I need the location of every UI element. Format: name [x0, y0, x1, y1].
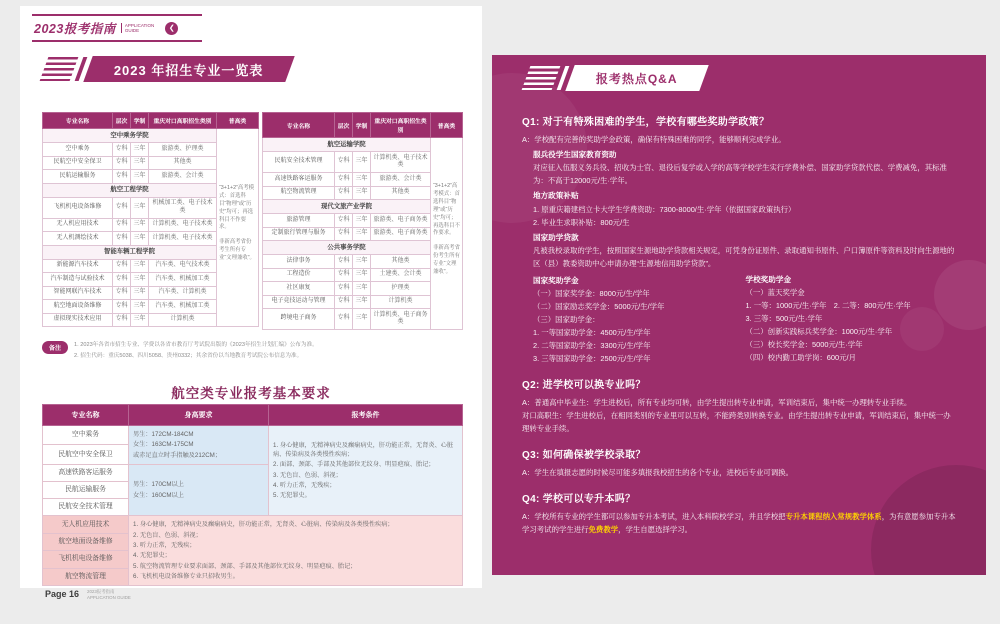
- college-section-row: 空中乘务学院 “3+1+2”高考模式：首选科目“物理”或“历史”均可；再选科目不作要求。 非新高考省份考生所有专业“文理兼收”。: [43, 129, 259, 143]
- body-line: 3. 三等：500元/生·学年: [745, 314, 823, 324]
- gaokao-mode-note: “3+1+2”高考模式：首选科目“物理”或“历史”均可；再选科目不作要求。 非新高考省份考生所有专业“文理兼收”。: [217, 129, 259, 327]
- remark-line: 2. 招生代码：重庆5038、四川5058、贵州0332；其余省份以当地教育考试院公布信息为准。: [74, 352, 303, 359]
- major-row: 民航安全技术管理 专科 三年 计算机类、电子技术类: [263, 152, 463, 173]
- question-heading: Q2: 进学校可以换专业吗？: [522, 380, 646, 392]
- body-line: 凡被我校录取的学生，按照国家生源地助学贷款相关规定，可凭身份证原件、录取通知书原件、户口簿原件等资料及时向生源地的区（县）教委资助中心申请办理“生源地信用助学贷款”。: [533, 246, 955, 268]
- height-requirement: 男生：170CM以上 女生：160CM以上: [129, 464, 269, 516]
- college-section-row: 现代文旅产业学院: [263, 200, 463, 214]
- spec-header-row: [263, 113, 463, 138]
- question-heading: Q3: 如何确保被学校录取？: [522, 449, 646, 461]
- req-row: 民航安全技术管理: [43, 499, 463, 516]
- body-line: 2. 毕业生求职补贴：800元/生: [533, 217, 630, 227]
- remark-text: [74, 340, 318, 361]
- answer-with-highlights: [522, 511, 958, 537]
- major-row: 旅游管理 专科 三年 旅游类、电子商务类: [263, 214, 463, 228]
- major-row: 法律事务 专科 三年 其他类: [263, 255, 463, 269]
- remark-badge: 备注: [42, 341, 68, 354]
- req-row: 航空物流管理: [43, 568, 463, 585]
- college-section-row: 公共事务学院: [263, 241, 463, 255]
- body-line: （一）国家奖学金：8000元/生/学年: [533, 289, 650, 299]
- major-row: 航空地面设备维修 专科 三年 汽车类、机械加工类: [43, 300, 259, 314]
- qa-title-banner: [526, 65, 704, 91]
- major-row: 飞机机电设备维修 专科 三年 机械加工类、电子技术类: [43, 197, 259, 218]
- answer-lines: [522, 467, 958, 480]
- school-scholarship-column: [746, 272, 959, 366]
- question-heading: Q4: 学校可以专升本吗？: [522, 493, 636, 505]
- qa-block-q3: [522, 446, 958, 480]
- remark-line: 1. 2023年各省市招生专业、学费以各省市教育厅考试院出版的《2023年招生计划汇编》公布为准。: [74, 342, 318, 348]
- question-heading: Q1: 对于有特殊困难的学生，学校有哪些奖助学政策？: [522, 117, 770, 128]
- major-row: 智能网联汽车技术 专科 三年 汽车类、计算机类: [43, 286, 259, 300]
- page-title-banner: [44, 56, 290, 82]
- req-row: 民航空中安全保卫: [43, 445, 463, 464]
- answer-lines: [522, 397, 958, 436]
- body-line: （二）国家励志奖学金：5000元/生/学年: [533, 302, 665, 312]
- column-header: 普高类: [431, 113, 463, 138]
- body-line: 对应征入伍服义务兵役、招收为士官、退役后复学或入学的高等学校学生实行学费补偿、国家助学贷款代偿、学费减免，其标准为：不高于12000元/生·学年。: [533, 163, 947, 186]
- stripes-icon: [40, 57, 79, 81]
- body-line: 1. 一等：1000元/生·学年 2. 二等：800元/生·学年: [745, 301, 911, 311]
- application-conditions: 1. 身心健康，无精神病史及癫痫病史，肝功能正常，无肾炎、心脏病、传染病及各类慢性疾病； 2. 无色盲、色弱、斜视； 3. 听力正常，无残疾； 4. 无犯罪史； 5. 航空物流管理专业要求面部、颈部、手部及其他部位无纹身、明显疤痕、胎记； 6. 飞机机电设备维修专业只招收男生。: [129, 516, 463, 586]
- major-row: 跨境电子商务 专科 三年 计算机类、电子商务类: [263, 309, 463, 330]
- body-line: 1. 原重庆籍建档立卡大学生学费资助：7300-8000/生·学年（依据国家政策执行）: [533, 204, 796, 214]
- body-line: （一）蓝天奖学金: [745, 288, 805, 298]
- column-header: 专业名称: [263, 113, 335, 138]
- majors-table-right: [262, 112, 463, 330]
- body-line: 3. 三等国家助学金：2500元/生/学年: [533, 354, 651, 364]
- right-page: [492, 55, 986, 575]
- answer-text: A：学校所有专业的学生都可以参加专升本考试，进入本科院校学习，并且学校把: [522, 511, 786, 521]
- column-header: 学制: [353, 113, 371, 138]
- college-section-row: 航空工程学院: [43, 183, 259, 197]
- column-header: 报考条件: [269, 405, 463, 426]
- column-header: 重庆对口高职招生类别: [149, 113, 217, 129]
- answer-intro: A：学校配有完善的奖助学金政策，确保有特殊困难的同学，能够顺利完成学业。: [522, 135, 786, 144]
- page-title: 2023 年招生专业一览表: [114, 62, 264, 78]
- major-row: 电子竞技运动与管理 专科 三年 计算机类: [263, 295, 463, 309]
- college-section-row: 航空运输学院 “3+1+2”高考模式：首选科目“物理”或“历史”均可；再选科目不作要求。 非新高考省份考生所有专业“文理兼收”。: [263, 138, 463, 152]
- brand-bar: [32, 14, 202, 42]
- qa-block-q1: [522, 113, 958, 366]
- body-line: （三）校长奖学金：5000元/生·学年: [745, 340, 863, 350]
- major-row: 新能源汽车技术 专科 三年 汽车类、电气技术类: [43, 259, 259, 273]
- req-row: 飞机机电设备维修: [43, 551, 463, 568]
- major-row: 民航运输服务 专科 三年 旅游类、会计类: [43, 170, 259, 184]
- qa-content: [522, 103, 958, 537]
- gaokao-mode-note: “3+1+2”高考模式：首选科目“物理”或“历史”均可；再选科目不作要求。 非新高考省份考生所有专业“文理兼收”。: [431, 138, 463, 330]
- column-header: 重庆对口高职招生类别: [371, 113, 431, 138]
- brand-title: 2023报考指南: [34, 22, 116, 36]
- major-row: 工程造价 专科 三年 土建类、会计类: [263, 268, 463, 282]
- brand-subtitle: APPLICATION GUIDE: [121, 23, 154, 34]
- requirements-table: [42, 404, 463, 586]
- body-line: （二）创新实践标兵奖学金：1000元/生·学年: [745, 327, 893, 337]
- remarks: [42, 340, 472, 361]
- footer-note: 2023报考指南 APPLICATION GUIDE: [87, 589, 131, 601]
- subsection-heading: 国家奖助学金: [533, 275, 579, 285]
- major-row: 虚拟现实技术应用 专科 三年 计算机类: [43, 313, 259, 327]
- requirements-title: 航空类专业报考基本要求: [171, 386, 331, 401]
- column-header: 普高类: [217, 113, 259, 129]
- body-line: 1. 一等国家助学金：4500元/生/学年: [533, 328, 651, 338]
- qa-block-q4: [522, 490, 958, 537]
- subsection-heading: 国家助学贷款: [533, 232, 579, 242]
- answer-line: A：普通高中毕业生：学生进校后，所有专业均可转，由学生提出转专业申请，军训结束后，集中统一办理转专业手续。: [522, 398, 912, 408]
- majors-table-left: [42, 112, 259, 327]
- major-row: 无人机应用技术 专科 三年 计算机类、电子技术类: [43, 218, 259, 232]
- back-arrow-icon: ❮: [165, 22, 178, 35]
- highlighted-text: 免费教学: [588, 524, 619, 534]
- q1-subsections: [522, 148, 958, 271]
- height-requirement: 男生：172CM-184CM 女生：163CM-175CM 或赤足直立时手指触及212CM；: [129, 426, 269, 465]
- subsection-heading: 学校奖助学金: [745, 274, 792, 284]
- answer-text: ，为有意愿参加专升本学习考试的学生进行: [522, 511, 956, 534]
- body-line: 2. 二等国家助学金：3300元/生/学年: [533, 341, 651, 351]
- major-row: 定制旅行管理与服务 专科 三年 旅游类、电子商务类: [263, 227, 463, 241]
- column-header: 层次: [113, 113, 131, 129]
- major-row: 民航空中安全保卫 专科 三年 其他类: [43, 156, 259, 170]
- column-header: 身高要求: [129, 405, 269, 426]
- scholarship-columns: [522, 273, 958, 366]
- national-scholarship-column: [533, 273, 746, 366]
- footer: [45, 589, 131, 601]
- qa-title: 报考热点Q&A: [596, 71, 678, 86]
- answer-line: A：学生在填报志愿的时候尽可能多填报我校招生的各个专业，进校后专业可调换。: [522, 467, 793, 477]
- college-section-row: 智能车辆工程学院: [43, 245, 259, 259]
- answer-line: 对口高职生：学生进校后，在相同类别的专业里可以互转，不能跨类别转换专业。由学生提出转专业申请，军训结束后，集中统一办理转专业手续。: [522, 411, 951, 433]
- spec-header-row: [43, 113, 259, 129]
- column-header: 专业名称: [43, 113, 113, 129]
- body-line: （四）校内勤工助学岗：600元/月: [745, 353, 856, 363]
- page-number: Page 16: [45, 589, 80, 599]
- major-row: 社区康复 专科 三年 护理类: [263, 282, 463, 296]
- req-row: 民航运输服务: [43, 482, 463, 499]
- column-header: 专业名称: [43, 405, 129, 426]
- req-row: 高速铁路客运服务 男生：170CM以上 女生：160CM以上: [43, 464, 463, 481]
- major-row: 空中乘务 专科 三年 旅游类、护理类: [43, 143, 259, 157]
- left-page: [20, 6, 482, 588]
- major-row: 高速铁路客运服务 专科 三年 旅游类、会计类: [263, 173, 463, 187]
- major-row: 无人机测绘技术 专科 三年 计算机类、电子技术类: [43, 232, 259, 246]
- req-row: 空中乘务 男生：172CM-184CM 女生：163CM-175CM 或赤足直立时手指触及212CM； 1. 身心健康，无精神病史及癫痫病史，肝功能正常，无肾炎、心脏病、传染病及各类慢性疾病； 2. 面部、颈部、手部及其他部位无纹身、明显疤痕、胎记； 3. 无色盲、色弱、斜视； 4. 听力正常，无残疾； 5. 无犯罪史。: [43, 426, 463, 445]
- major-row: 汽车制造与试验技术 专科 三年 汽车类、机械加工类: [43, 273, 259, 287]
- qa-block-q2: [522, 376, 958, 436]
- subsection-heading: 地方政策补贴: [533, 191, 579, 201]
- req-row: 无人机应用技术 1. 身心健康，无精神病史及癫痫病史，肝功能正常，无肾炎、心脏病、传染病及各类慢性疾病； 2. 无色盲、色弱、斜视； 3. 听力正常，无残疾； 4. 无犯罪史； 5. 航空物流管理专业要求面部、颈部、手部及其他部位无纹身、明显疤痕、胎记； 6. 飞机机电设备维修专业只招收男生。: [43, 516, 463, 533]
- column-header: 学制: [131, 113, 149, 129]
- major-row: 航空物流管理 专科 三年 其他类: [263, 186, 463, 200]
- answer-text: ，学生自愿选择学习。: [618, 524, 693, 534]
- req-header-row: [43, 405, 463, 426]
- application-conditions: 1. 身心健康，无精神病史及癫痫病史，肝功能正常，无肾炎、心脏病、传染病及各类慢性疾病； 2. 面部、颈部、手部及其他部位无纹身、明显疤痕、胎记； 3. 无色盲、色弱、斜视； 4. 听力正常，无残疾； 5. 无犯罪史。: [269, 426, 463, 516]
- highlighted-text: 专升本课程纳入常规教学体系: [785, 511, 882, 521]
- stripes-icon: [522, 66, 561, 90]
- subsection-heading: 服兵役学生国家教育资助: [533, 149, 617, 159]
- body-line: （三）国家助学金：: [533, 315, 600, 325]
- column-header: 层次: [335, 113, 353, 138]
- req-row: 航空地面设备维修: [43, 533, 463, 550]
